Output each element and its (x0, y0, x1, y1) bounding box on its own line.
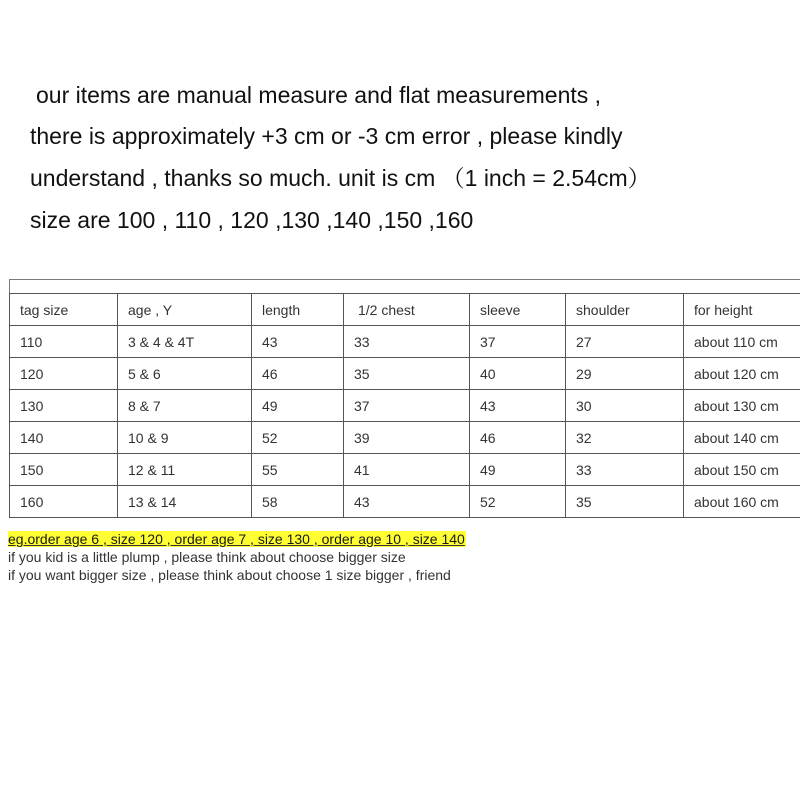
table-cell: about 160 cm (684, 486, 800, 518)
table-row (10, 358, 800, 390)
table-cell: 29 (566, 358, 684, 390)
header-cell: age , Y (118, 294, 252, 326)
table-row (10, 326, 800, 358)
intro-line: there is approximately +3 cm or -3 cm error , please kindly (30, 123, 623, 149)
table-cell: 35 (566, 486, 684, 518)
table-cell: 30 (566, 390, 684, 422)
header-cell: 1/2 chest (344, 294, 470, 326)
table-cell: 160 (10, 486, 118, 518)
table-cell: 43 (252, 326, 344, 358)
example-note (8, 530, 788, 548)
highlighted-example: eg.order age 6 , size 120 , order age 7 , size 130 , order age 10 , size 140 (8, 531, 465, 547)
table-cell: 46 (470, 422, 566, 454)
table-cell: 39 (344, 422, 470, 454)
table-cell: about 120 cm (684, 358, 800, 390)
table-cell: 10 & 9 (118, 422, 252, 454)
table-row (10, 486, 800, 518)
table-row (10, 390, 800, 422)
table-cell: 13 & 14 (118, 486, 252, 518)
table-cell: 150 (10, 454, 118, 486)
intro-line: size are 100 , 110 , 120 ,130 ,140 ,150 ,160 (30, 207, 474, 233)
header-cell: length (252, 294, 344, 326)
table-cell: 49 (470, 454, 566, 486)
table-cell: 46 (252, 358, 344, 390)
intro-line: our items are manual measure and flat measurements , (36, 82, 602, 108)
intro-line: understand , thanks so much. unit is cm （1 inch = 2.54cm） (30, 165, 651, 191)
table-row (10, 422, 800, 454)
table-cell: 130 (10, 390, 118, 422)
table-cell: 3 & 4 & 4T (118, 326, 252, 358)
table-cell: 8 & 7 (118, 390, 252, 422)
header-cell: sleeve (470, 294, 566, 326)
table-cell: 40 (470, 358, 566, 390)
table-cell: 110 (10, 326, 118, 358)
table-cell: about 110 cm (684, 326, 800, 358)
table-cell: 35 (344, 358, 470, 390)
table-cell: 41 (344, 454, 470, 486)
table-cell: 52 (252, 422, 344, 454)
table-frame-line (9, 279, 800, 280)
table-cell: 33 (566, 454, 684, 486)
header-cell: tag size (10, 294, 118, 326)
header-cell: for height (684, 294, 800, 326)
table-cell: 49 (252, 390, 344, 422)
table-cell: 37 (470, 326, 566, 358)
table-frame-line (9, 279, 10, 293)
table-cell: 43 (470, 390, 566, 422)
table-cell: 33 (344, 326, 470, 358)
table-cell: 43 (344, 486, 470, 518)
table-row (10, 454, 800, 486)
table-cell: 37 (344, 390, 470, 422)
table-cell: 32 (566, 422, 684, 454)
size-notes (8, 530, 788, 584)
table-cell: about 140 cm (684, 422, 800, 454)
table-cell: 52 (470, 486, 566, 518)
header-cell: shoulder (566, 294, 684, 326)
bigger-size-note: if you want bigger size , please think about choose 1 size bigger , friend (8, 567, 451, 583)
table-cell: 58 (252, 486, 344, 518)
table-cell: 5 & 6 (118, 358, 252, 390)
table-cell: 27 (566, 326, 684, 358)
plump-note: if you kid is a little plump , please think about choose bigger size (8, 549, 406, 565)
table-header-row (10, 294, 800, 326)
table-cell: about 150 cm (684, 454, 800, 486)
table-cell: 140 (10, 422, 118, 454)
table-cell: 55 (252, 454, 344, 486)
size-table (9, 293, 800, 518)
table-cell: 120 (10, 358, 118, 390)
table-cell: about 130 cm (684, 390, 800, 422)
table-cell: 12 & 11 (118, 454, 252, 486)
